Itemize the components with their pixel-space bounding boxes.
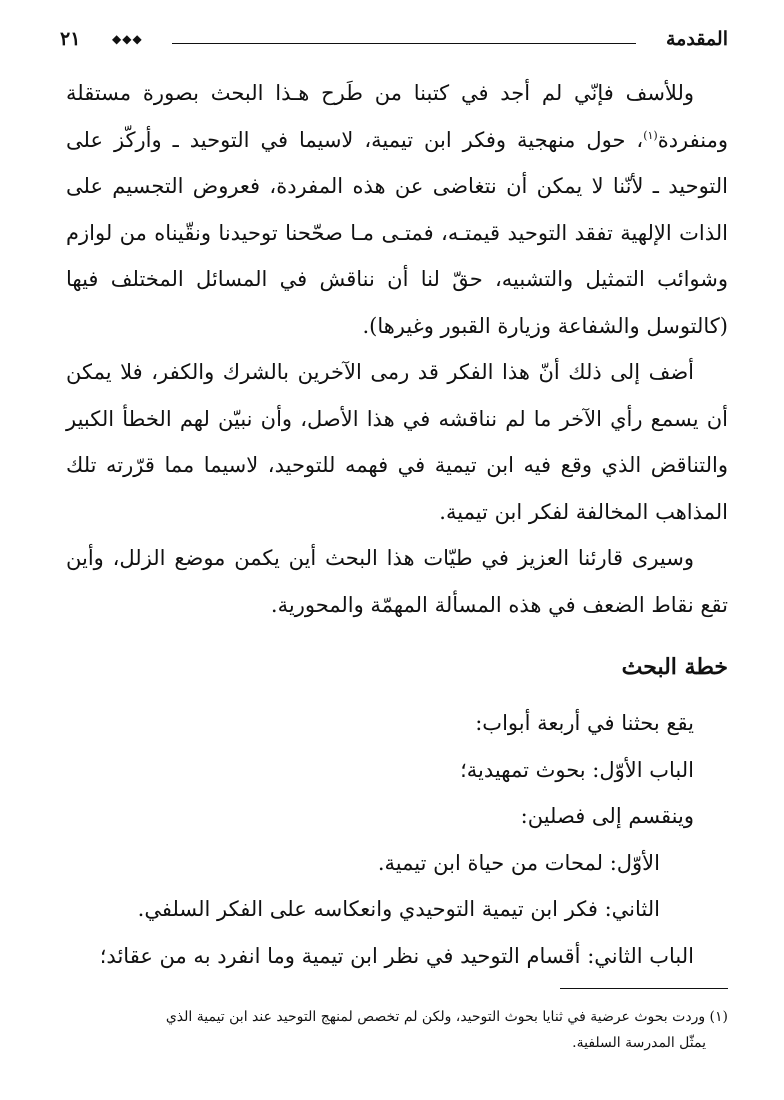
paragraph-1-text: وللأسف فإنّي لم أجد في كتبنا من طَرح هـذا البحث بصورة مستقلة ومنفردة [66,81,728,152]
page-number: ٢١ [60,28,81,50]
paragraph-1 [66,70,728,349]
paragraph-2: أضف إلى ذلك أنّ هذا الفكر قد رمى الآخرين بالشرك والكفر، فلا يمكن أن يسمع رأي الآخر ما لم نناقشه في هذا الأصل، وأن نبيّن لهم الخطأ الكبير والتناقض الذي وقع فيه ابن تيمية في فهمه للتوحيد، لاسيما مما قرّرته تلك المذاهب المخالفة لفكر ابن تيمية. [66,360,728,524]
body-text [66,70,728,628]
footnote-line: (١) وردت بحوث عرضية في ثنايا بحوث التوحيد، ولكن لم تخصص لمنهج التوحيد عند ابن تيمية الذي [165,1009,728,1025]
footnote-separator [560,988,728,989]
paragraph-1-continued: ، حول منهجية وفكر ابن تيمية، لاسيما في التوحيد ـ وأركّز على التوحيد ـ لأنّنا لا يمكن أن نتغاضى عن هذه المفردة، فعروض التجسيم على الذات الإلهية تفقد التوحيد قيمتـه، فمتـى مـا صحّحنا توحيدنا ونقّيناه من لوازم وشوائب التمثيل والتشبيه، حقّ لنا أن نناقش في المسائل المختلف فيها (كالتوسل والشفاعة وزيارة القبور وغيرها). [66,127,728,338]
diamond-ornament-icon: ◆◆◆ [112,32,143,46]
section-title: المقدمة [665,28,728,50]
header-rule [172,43,636,44]
plan-line: يقع بحثنا في أربعة أبواب: [475,711,694,735]
section-heading: خطة البحث [621,654,728,680]
running-header [60,28,728,58]
plan-line: الثاني: فكر ابن تيمية التوحيدي وانعكاسه على الفكر السلفي. [137,897,660,921]
research-plan [66,700,728,979]
footnote-reference: (١) [643,128,658,142]
plan-line: الأوّل: لمحات من حياة ابن تيمية. [377,850,660,875]
plan-line: الباب الأوّل: بحوث تمهيدية؛ [460,757,694,782]
paragraph-3: وسيرى قارئنا العزيز في طيّات هذا البحث أين يكمن موضع الزلل، وأين تقع نقاط الضعف في هذه المسألة المهمّة والمحورية. [66,546,728,617]
plan-line: الباب الثاني: أقسام التوحيد في نظر ابن تيمية وما انفرد به من عقائد؛ [99,943,694,968]
footnote [66,1004,728,1056]
footnote-line: يمثّل المدرسة السلفية. [572,1035,706,1051]
plan-line: وينقسم إلى فصلين: [520,804,694,828]
